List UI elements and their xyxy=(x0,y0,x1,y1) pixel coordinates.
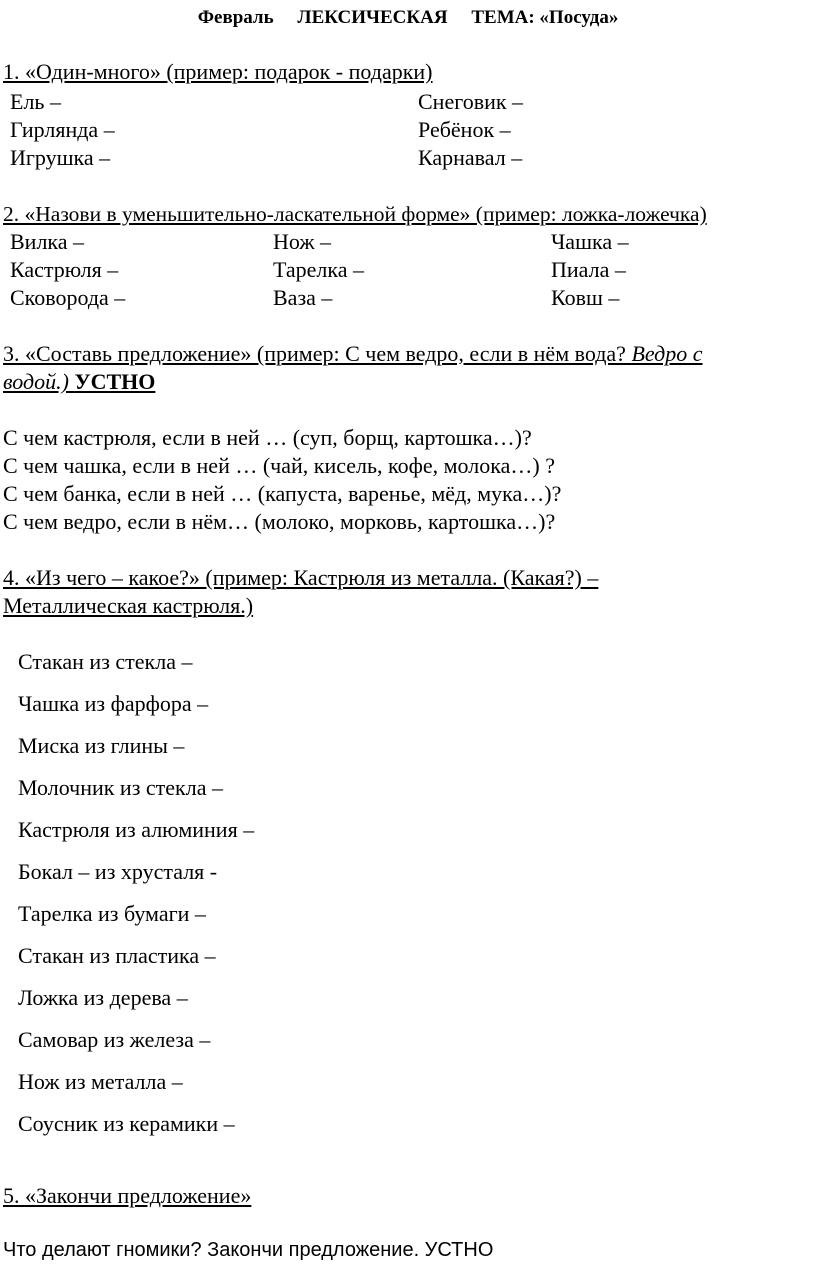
section1-heading: 1. «Один-много» (пример: подарок - подарки) xyxy=(3,59,433,84)
section5-heading: 5. «Закончи предложение» xyxy=(3,1183,252,1208)
section3-heading-line1 xyxy=(3,340,703,368)
section5-text: Что делают гномики? Закончи предложение. УСТНО xyxy=(3,1239,494,1261)
section4-item: Нож из металла – xyxy=(18,1069,183,1094)
section3-heading-example-cont: водой.) xyxy=(3,369,69,394)
section2-col3-item: Ковш – xyxy=(551,285,620,310)
section4-item: Молочник из стекла – xyxy=(18,775,223,800)
section1-left-item: Гирлянда – xyxy=(10,117,115,142)
section1-right-item: Карнавал – xyxy=(418,145,523,170)
section3-heading-text: 3. «Составь предложение» (пример: С чем ведро, если в нём вода? xyxy=(3,341,632,366)
section4-item: Бокал – из хрусталя - xyxy=(18,859,218,884)
section2-col1-item: Вилка – xyxy=(10,229,85,254)
section4-item: Самовар из железа – xyxy=(18,1027,211,1052)
section2-col1-item: Сковорода – xyxy=(10,285,126,310)
section2-heading: 2. «Назови в уменьшительно-ласкательной форме» (пример: ложка-ложечка) xyxy=(3,202,707,226)
section3-question: С чем чашка, если в ней … (чай, кисель, кофе, молока…) ? xyxy=(3,453,555,478)
section4-item: Стакан из стекла – xyxy=(18,649,193,674)
section2-col2-item: Ваза – xyxy=(273,285,333,310)
section3-question: С чем банка, если в ней … (капуста, варенье, мёд, мука…)? xyxy=(3,481,562,506)
section4-item: Ложка из дерева – xyxy=(18,985,188,1010)
section3-question: С чем ведро, если в нём… (молоко, морковь, картошка…)? xyxy=(3,509,556,534)
section2-col3-item: Пиала – xyxy=(551,257,626,282)
section4-item: Соусник из керамики – xyxy=(18,1111,235,1136)
section4-item: Чашка из фарфора – xyxy=(18,691,209,716)
section1-left-item: Игрушка – xyxy=(10,145,111,170)
section2-col1-item: Кастрюля – xyxy=(10,257,119,282)
section3-heading-line2 xyxy=(3,368,155,396)
section3-question: С чем кастрюля, если в ней … (суп, борщ, картошка…)? xyxy=(3,425,532,450)
section2-col2-item: Нож – xyxy=(273,229,332,254)
section1-right-item: Снеговик – xyxy=(418,89,524,114)
section2-col2-item: Тарелка – xyxy=(273,257,365,282)
section3-heading-example: Ведро с xyxy=(631,341,703,366)
title-topic: ТЕМА: «Посуда» xyxy=(471,7,619,28)
section4-item: Кастрюля из алюминия – xyxy=(18,817,255,842)
section4-heading-line1: 4. «Из чего – какое?» (пример: Кастрюля из металла. (Какая?) – xyxy=(3,565,599,590)
section4-item: Тарелка из бумаги – xyxy=(18,901,206,926)
section4-item: Миска из глины – xyxy=(18,733,185,758)
section4-item: Стакан из пластика – xyxy=(18,943,216,968)
title-month: Февраль xyxy=(197,7,274,28)
page-title xyxy=(0,6,816,30)
title-lex: ЛЕКСИЧЕСКАЯ xyxy=(297,7,448,28)
section1-right-item: Ребёнок – xyxy=(418,117,511,142)
section4-heading-line2: Металлическая кастрюля.) xyxy=(3,593,254,618)
section1-left-item: Ель – xyxy=(10,89,61,114)
section3-oral-label: УСТНО xyxy=(74,369,156,394)
section2-col3-item: Чашка – xyxy=(551,229,629,254)
